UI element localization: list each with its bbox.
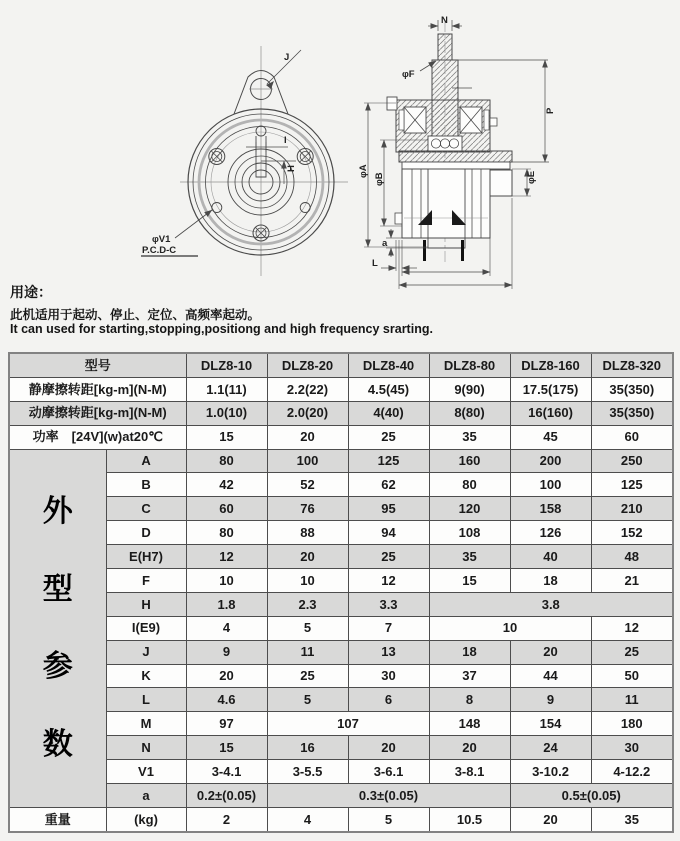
cell: 60 [591, 425, 673, 449]
cell: 8 [429, 688, 510, 712]
cell: 108 [429, 521, 510, 545]
cell: 4 [267, 807, 348, 831]
label-a-dim: a [382, 238, 388, 249]
cell: 0.2±(0.05) [186, 784, 267, 808]
usage-line-cn: 此机适用于起动、停止、定位、高频率起动。 [10, 308, 261, 322]
row-label: B [106, 473, 186, 497]
cell: 4.6 [186, 688, 267, 712]
row-label: E(H7) [106, 545, 186, 569]
cell: 62 [348, 473, 429, 497]
cell: 20 [510, 807, 591, 831]
usage-line-en: It can used for starting,stopping,positiong and high frequency srarting. [10, 322, 433, 337]
side-char: 外 [42, 494, 73, 528]
row-label: D [106, 521, 186, 545]
spec-table [8, 352, 674, 833]
cell: 4-12.2 [591, 760, 673, 784]
row-label: F [106, 569, 186, 593]
cell: 8(80) [429, 401, 510, 425]
label-p: P [545, 107, 556, 114]
cell: 48 [591, 545, 673, 569]
cell: 20 [267, 545, 348, 569]
cell: 5 [267, 688, 348, 712]
cell: 15 [186, 736, 267, 760]
row-label: K [106, 664, 186, 688]
cell: 18 [510, 569, 591, 593]
label-phi-e: φE [526, 170, 537, 184]
cell: 80 [429, 473, 510, 497]
table-row [9, 377, 673, 401]
cell: 16(160) [510, 401, 591, 425]
cell: 3-4.1 [186, 760, 267, 784]
cell: 210 [591, 497, 673, 521]
cell: 97 [186, 712, 267, 736]
table-row [9, 545, 673, 569]
cell: 3-10.2 [510, 760, 591, 784]
label-j: J [284, 52, 290, 63]
table-row [9, 449, 673, 473]
cell: 1.1(11) [186, 377, 267, 401]
cell: 160 [429, 449, 510, 473]
table-row [9, 616, 673, 640]
row-label: H [106, 592, 186, 616]
row-label: C [106, 497, 186, 521]
cell: 1.8 [186, 592, 267, 616]
row-label: J [106, 640, 186, 664]
cell: 12 [591, 616, 673, 640]
label-pcd: P.C.D-C [142, 245, 177, 256]
cell: 125 [348, 449, 429, 473]
usage-section [10, 282, 433, 337]
cell: 25 [591, 640, 673, 664]
front-view-drawing [141, 46, 348, 276]
cell: 3-6.1 [348, 760, 429, 784]
cell: 9 [510, 688, 591, 712]
table-row [9, 569, 673, 593]
cell: 2.3 [267, 592, 348, 616]
row-label: A [106, 449, 186, 473]
table-row [9, 425, 673, 449]
header-model-label: 型号 [9, 353, 186, 377]
table-header-row [9, 353, 673, 377]
model-name: DLZ8-40 [348, 353, 429, 377]
table-row [9, 807, 673, 831]
cell: 6 [348, 688, 429, 712]
cell: 120 [429, 497, 510, 521]
row-label: V1 [106, 760, 186, 784]
cell: 35(350) [591, 401, 673, 425]
row-label: M [106, 712, 186, 736]
cell: 200 [510, 449, 591, 473]
row-label: I(E9) [106, 616, 186, 640]
table-row [9, 401, 673, 425]
table-row [9, 473, 673, 497]
cell: 20 [348, 736, 429, 760]
cell: 15 [429, 569, 510, 593]
label-phi-f: φF [402, 69, 415, 80]
row-label: L [106, 688, 186, 712]
cell: 12 [186, 545, 267, 569]
cell: 152 [591, 521, 673, 545]
cell: 12 [348, 569, 429, 593]
table-row [9, 784, 673, 808]
cell: 95 [348, 497, 429, 521]
cell: 44 [510, 664, 591, 688]
model-name: DLZ8-320 [591, 353, 673, 377]
cell: 10.5 [429, 807, 510, 831]
cell: 15 [186, 425, 267, 449]
table-row [9, 712, 673, 736]
cell: 45 [510, 425, 591, 449]
cell: 9 [186, 640, 267, 664]
model-name: DLZ8-20 [267, 353, 348, 377]
row-label: 功率 [24V](w)at20℃ [9, 425, 186, 449]
cell: 17.5(175) [510, 377, 591, 401]
cell: 126 [510, 521, 591, 545]
cell: 50 [591, 664, 673, 688]
cell: 107 [267, 712, 429, 736]
cell: 52 [267, 473, 348, 497]
label-v1: φV1 [152, 234, 171, 245]
table-row [9, 640, 673, 664]
cell: 16 [267, 736, 348, 760]
cell: 4 [186, 616, 267, 640]
cell: 24 [510, 736, 591, 760]
cell: 10 [429, 616, 591, 640]
label-phi-a: φA [358, 164, 369, 178]
table-row [9, 497, 673, 521]
cell: 2.0(20) [267, 401, 348, 425]
cell: 180 [591, 712, 673, 736]
label-i: I [284, 135, 287, 146]
cell: 3.3 [348, 592, 429, 616]
technical-drawings [0, 0, 680, 300]
cell: 4.5(45) [348, 377, 429, 401]
cell: 3-5.5 [267, 760, 348, 784]
table-row [9, 664, 673, 688]
cell: 154 [510, 712, 591, 736]
cell: 80 [186, 521, 267, 545]
side-char: 型 [42, 572, 73, 606]
table-row [9, 760, 673, 784]
cell: 76 [267, 497, 348, 521]
side-char: 参 [42, 650, 73, 684]
cell: 25 [348, 545, 429, 569]
label-h: H [286, 165, 297, 172]
cell: 100 [267, 449, 348, 473]
cell: 2 [186, 807, 267, 831]
cell: 10 [267, 569, 348, 593]
cell: 9(90) [429, 377, 510, 401]
row-label: 静摩擦转距[kg-m](N-M) [9, 377, 186, 401]
cell: 100 [510, 473, 591, 497]
cell: 20 [510, 640, 591, 664]
cell: 13 [348, 640, 429, 664]
cell: 21 [591, 569, 673, 593]
side-char: 数 [42, 728, 73, 762]
cell: 30 [591, 736, 673, 760]
cell: 5 [348, 807, 429, 831]
cell: 60 [186, 497, 267, 521]
model-name: DLZ8-80 [429, 353, 510, 377]
label-l-dim: L [372, 258, 378, 269]
row-label: 动摩擦转距[kg-m](N-M) [9, 401, 186, 425]
cell: 42 [186, 473, 267, 497]
cell: 35 [591, 807, 673, 831]
cell: 4(40) [348, 401, 429, 425]
cell: 94 [348, 521, 429, 545]
table-row [9, 592, 673, 616]
cell: 80 [186, 449, 267, 473]
cell: 20 [186, 664, 267, 688]
weight-label: 重量 [9, 807, 106, 831]
cell: 18 [429, 640, 510, 664]
model-name: DLZ8-10 [186, 353, 267, 377]
label-n: N [441, 15, 448, 26]
cell: 35 [429, 545, 510, 569]
cell: 37 [429, 664, 510, 688]
cell: 10 [186, 569, 267, 593]
table-row [9, 688, 673, 712]
cell: 250 [591, 449, 673, 473]
cell: 11 [267, 640, 348, 664]
cell: 20 [267, 425, 348, 449]
cell: 0.3±(0.05) [267, 784, 510, 808]
cell: 148 [429, 712, 510, 736]
cell: 35 [429, 425, 510, 449]
table-row [9, 521, 673, 545]
cell: 125 [591, 473, 673, 497]
weight-unit: (kg) [106, 807, 186, 831]
label-phi-b: φB [374, 172, 385, 186]
cell: 11 [591, 688, 673, 712]
cell: 0.5±(0.05) [510, 784, 673, 808]
cell: 3.8 [429, 592, 673, 616]
cell: 30 [348, 664, 429, 688]
model-name: DLZ8-160 [510, 353, 591, 377]
cell: 2.2(22) [267, 377, 348, 401]
cell: 3-8.1 [429, 760, 510, 784]
row-label: a [106, 784, 186, 808]
cell: 40 [510, 545, 591, 569]
table-row [9, 736, 673, 760]
usage-heading: 用途： [10, 284, 52, 300]
cell: 20 [429, 736, 510, 760]
cell: 158 [510, 497, 591, 521]
cell: 25 [348, 425, 429, 449]
cell: 1.0(10) [186, 401, 267, 425]
section-view-drawing [358, 15, 556, 289]
cell: 88 [267, 521, 348, 545]
row-label: N [106, 736, 186, 760]
side-label-cell [9, 449, 106, 807]
cell: 5 [267, 616, 348, 640]
cell: 35(350) [591, 377, 673, 401]
cell: 7 [348, 616, 429, 640]
cell: 25 [267, 664, 348, 688]
